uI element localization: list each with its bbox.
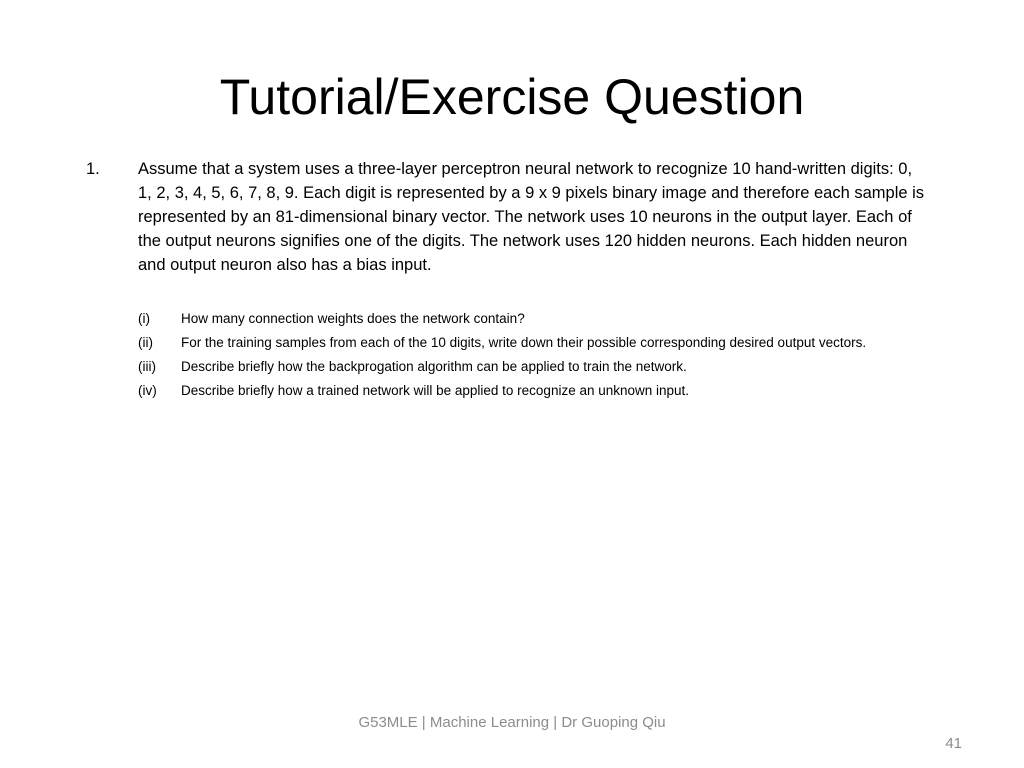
footer-course-info: G53MLE | Machine Learning | Dr Guoping Qiu — [358, 714, 666, 731]
slide-page-number: 41 — [945, 735, 962, 752]
subquestion-text: Describe briefly how a trained network will be applied to recognize an unknown input. — [181, 383, 690, 398]
subquestion-label: (iv) — [138, 383, 157, 398]
subquestion-label: (ii) — [138, 335, 153, 350]
subquestion-item — [138, 309, 938, 329]
subquestion-text: For the training samples from each of the 10 digits, write down their possible corresponding desired output vectors. — [181, 335, 867, 350]
question-1 — [86, 157, 946, 277]
subquestion-label: (iii) — [138, 359, 156, 374]
question-text: Assume that a system uses a three-layer perceptron neural network to recognize 10 hand-written digits: 0, 1, 2, 3, 4, 5, 6, 7, 8, 9. Each digit is represented by a 9 x 9 pixels binary image and therefore each sample is represented by an 81-dimensional binary vector. The network uses 10 neurons in the output layer. Each of the output neurons signifies one of the digits. The network uses 120 hidden neurons. Each hidden neuron and output neuron also has a bias input. — [138, 160, 925, 274]
subquestion-list — [138, 309, 938, 405]
subquestion-label: (i) — [138, 311, 150, 326]
subquestion-text: Describe briefly how the backprogation algorithm can be applied to train the network. — [181, 359, 687, 374]
subquestion-item — [138, 357, 938, 377]
question-number: 1. — [86, 160, 100, 178]
subquestion-text: How many connection weights does the network contain? — [181, 311, 525, 326]
subquestion-item — [138, 333, 938, 353]
subquestion-item — [138, 381, 938, 401]
slide-title: Tutorial/Exercise Question — [219, 69, 805, 125]
